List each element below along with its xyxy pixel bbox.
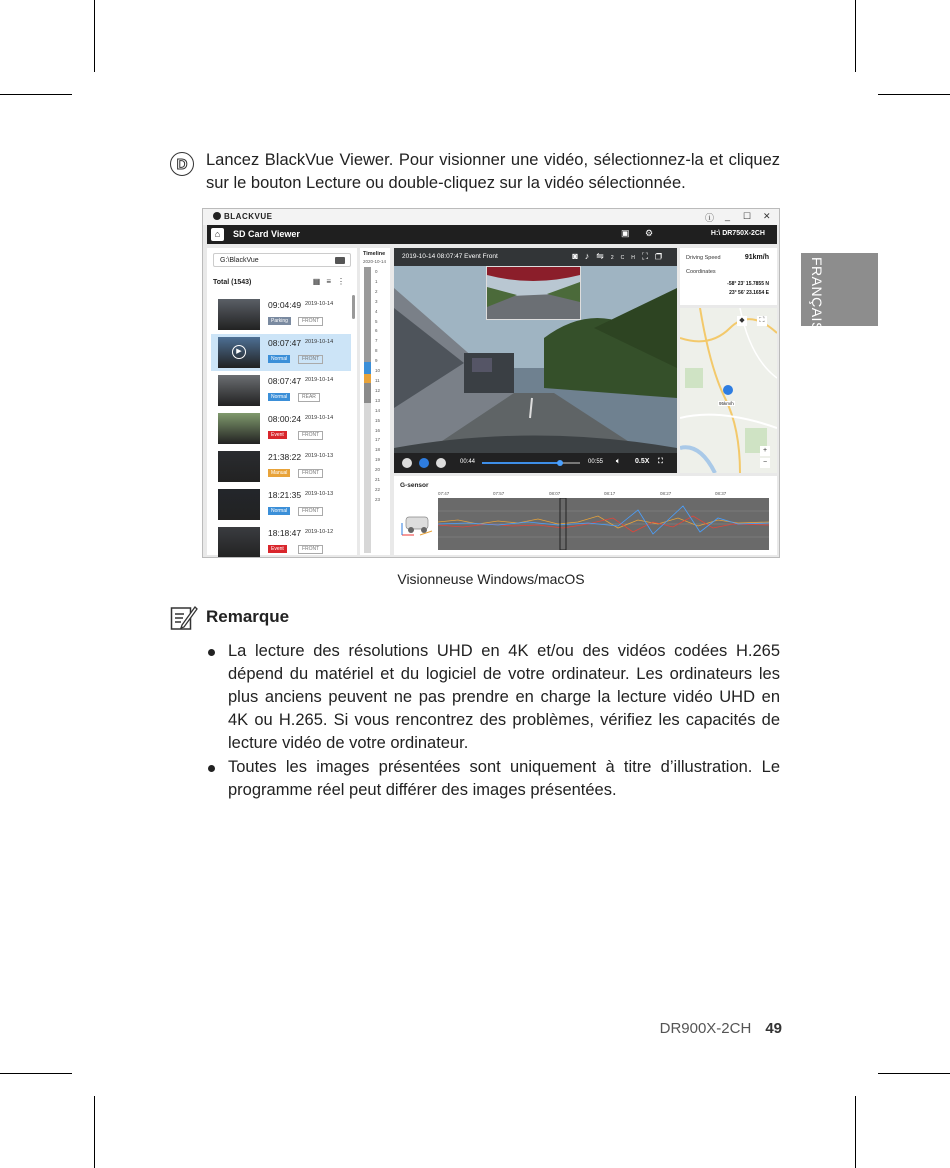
- camera-badge: FRONT: [298, 317, 323, 326]
- gsensor-tick: 08:07: [549, 491, 561, 496]
- camera-badge: FRONT: [298, 469, 323, 478]
- app-header: [207, 225, 777, 244]
- file-date: 2019-10-14: [305, 377, 334, 383]
- folder-path-input[interactable]: G:\BlackVue: [213, 253, 351, 267]
- timeline-hour: 16: [375, 427, 381, 433]
- timeline-hour: 12: [375, 387, 381, 393]
- file-date: 2019-10-14: [305, 415, 334, 421]
- video-thumbnail[interactable]: [218, 299, 260, 330]
- more-icon: ⋮: [337, 277, 351, 286]
- video-title: 2019-10-14 08:07:47 Event Front: [402, 253, 498, 260]
- file-time: 08:07:47: [268, 338, 302, 348]
- file-date: 2019-10-14: [305, 339, 334, 345]
- crop-mark: [0, 1073, 72, 1074]
- video-thumbnail[interactable]: [218, 413, 260, 444]
- timeline-hour: 18: [375, 447, 381, 453]
- fullscreen-icon[interactable]: ⛶: [658, 458, 663, 465]
- crop-mark: [855, 0, 856, 72]
- video-thumbnail[interactable]: [218, 375, 260, 406]
- recording-mode-badge: Normal: [268, 355, 290, 363]
- fullscreen-icon: ⛶: [641, 251, 656, 261]
- timeline-pane: [360, 248, 390, 555]
- file-list-pane: [207, 248, 357, 555]
- timeline-hour: 11: [375, 377, 380, 383]
- gsensor-tick: 07:47: [438, 491, 450, 496]
- seek-bar[interactable]: [482, 462, 580, 464]
- timeline-hour: 10: [375, 368, 381, 374]
- figure-caption: Visionneuse Windows/macOS: [397, 571, 585, 587]
- home-icon[interactable]: ⌂: [211, 228, 224, 241]
- file-date: 2019-10-13: [305, 491, 334, 497]
- note-bullet: Toutes les images présentées sont uniquement à titre d’illustration. Le programme réel peut différer des images présentées.: [206, 756, 780, 802]
- filter-icon: ≡: [326, 277, 337, 286]
- gsensor-title: G-sensor: [400, 482, 429, 489]
- list-scrollbar[interactable]: [352, 295, 355, 319]
- file-date: 2019-10-13: [305, 453, 334, 459]
- device-name[interactable]: H:\ DR750X-2CH: [710, 230, 765, 237]
- page-footer: [660, 1020, 782, 1037]
- crop-mark: [0, 94, 72, 95]
- popout-icon: ❐: [655, 251, 669, 261]
- timeline-hour: 14: [375, 407, 381, 413]
- viewer-screenshot: [202, 208, 780, 558]
- maximize-button[interactable]: ☐: [743, 211, 752, 221]
- camera-badge: FRONT: [298, 355, 323, 364]
- sd-card-icon[interactable]: ▣: [621, 228, 630, 238]
- coordinates-label: Coordinates: [686, 269, 716, 275]
- timeline-hour: 1: [375, 278, 378, 284]
- time-current: 00:44: [460, 459, 476, 465]
- zoom-out-button[interactable]: −: [760, 458, 770, 468]
- camera-badge: FRONT: [298, 507, 323, 516]
- note-icon: [170, 605, 198, 631]
- car-axis-icon: [400, 509, 436, 539]
- video-thumbnail[interactable]: [218, 489, 260, 520]
- file-time: 18:21:35: [268, 490, 302, 500]
- play-icon[interactable]: ▶: [232, 345, 246, 359]
- camera-badge: REAR: [298, 393, 320, 402]
- driving-speed-value: 91km/h: [744, 254, 769, 261]
- recording-mode-badge: Normal: [268, 393, 290, 401]
- bullet-dot-icon: [208, 649, 215, 656]
- gsensor-panel: [394, 476, 777, 555]
- flip-icon: ⇋: [596, 251, 611, 261]
- timeline-hour: 4: [375, 308, 378, 314]
- gsensor-tick: 08:27: [660, 491, 672, 496]
- file-row[interactable]: [211, 448, 351, 485]
- zoom-in-button[interactable]: +: [760, 446, 770, 456]
- step-letter-badge: D: [170, 152, 194, 176]
- file-row[interactable]: [211, 296, 351, 333]
- driving-speed-label: Driving Speed: [686, 255, 721, 261]
- file-time: 08:07:47: [268, 376, 302, 386]
- timeline-hour: 2: [375, 288, 378, 294]
- timeline-hours: [375, 267, 380, 505]
- page-number: 49: [765, 1020, 782, 1037]
- crop-mark: [878, 1073, 950, 1074]
- minimize-button[interactable]: _: [725, 211, 731, 221]
- timeline-hour: 7: [375, 338, 378, 344]
- model-name: DR900X-2CH: [659, 1020, 752, 1037]
- video-thumbnail[interactable]: [218, 527, 260, 558]
- file-time: 09:04:49: [268, 300, 302, 310]
- timeline-hour: 3: [375, 298, 378, 304]
- gear-icon[interactable]: ⚙: [645, 228, 654, 238]
- longitude-value: 23° 56' 23.1654 E: [729, 290, 769, 296]
- timeline-hour: 22: [375, 486, 381, 492]
- recording-mode-badge: Manual: [268, 469, 290, 477]
- recording-mode-badge: Event: [268, 545, 287, 553]
- crop-mark: [94, 1096, 95, 1168]
- timeline-hour: 19: [375, 457, 381, 463]
- playback-speed[interactable]: 0.5X: [635, 458, 650, 465]
- map-fullscreen-icon[interactable]: ⛶: [757, 316, 767, 326]
- file-total: Total (1543): [213, 279, 252, 286]
- latitude-value: -58° 23' 15.7855 N: [727, 281, 769, 287]
- list-tools[interactable]: [313, 277, 351, 286]
- gsensor-tick: 08:17: [604, 491, 616, 496]
- step-instruction: Lancez BlackVue Viewer. Pour visionner une vidéo, sélectionnez-la et cliquez sur le bouton Lecture ou double-cliquez sur la vidéo sélectionnée.: [206, 151, 780, 192]
- gsensor-tick: 08:37: [715, 491, 727, 496]
- playback-controls: [394, 453, 677, 473]
- file-time: 08:00:24: [268, 414, 302, 424]
- file-time: 18:18:47: [268, 528, 302, 538]
- gsensor-chart[interactable]: [438, 498, 769, 550]
- file-row[interactable]: [211, 372, 351, 409]
- volume-icon[interactable]: 🔈︎: [616, 458, 621, 465]
- timeline-hour: 20: [375, 467, 381, 473]
- info-icon[interactable]: ⓘ: [705, 213, 715, 223]
- timeline-date: 2020-10-14: [363, 259, 387, 264]
- file-row[interactable]: [211, 410, 351, 447]
- language-tab: FRANÇAIS: [801, 253, 878, 326]
- file-row[interactable]: [211, 524, 351, 558]
- window-titlebar: [203, 209, 779, 225]
- file-row[interactable]: [211, 486, 351, 523]
- folder-icon[interactable]: [335, 257, 345, 264]
- timeline-hour: 5: [375, 318, 378, 324]
- timeline-hour: 8: [375, 348, 378, 354]
- camera-badge: FRONT: [298, 431, 323, 440]
- app-title: SD Card Viewer: [233, 229, 300, 239]
- map-panel[interactable]: [680, 308, 777, 473]
- video-tools[interactable]: [572, 251, 669, 262]
- timeline-hour: 0: [375, 269, 378, 274]
- recording-mode-badge: Normal: [268, 507, 290, 515]
- recording-mode-badge: Parking: [268, 317, 291, 325]
- seek-handle[interactable]: [557, 460, 563, 466]
- video-header: [394, 248, 677, 266]
- recording-mode-badge: Event: [268, 431, 287, 439]
- timeline-hour: 15: [375, 417, 381, 423]
- file-time: 21:38:22: [268, 452, 302, 462]
- calendar-icon: ▦: [312, 277, 327, 286]
- file-date: 2019-10-14: [305, 301, 334, 307]
- channel-toggle: 2CH: [610, 255, 642, 261]
- timeline-hour: 23: [375, 496, 381, 502]
- note-list: [206, 640, 780, 803]
- video-thumbnail[interactable]: [218, 451, 260, 482]
- time-total: 00:55: [588, 459, 604, 465]
- timeline-title: Timeline: [363, 251, 386, 257]
- timeline-bar[interactable]: [364, 267, 371, 553]
- driving-info-panel: [680, 248, 777, 305]
- close-button[interactable]: ✕: [763, 211, 771, 221]
- gsensor-tick: 07:57: [493, 491, 505, 496]
- blackvue-logo: BLACKVUE: [213, 212, 272, 221]
- crop-mark: [855, 1096, 856, 1168]
- camera-icon: ◙: [572, 251, 585, 261]
- timeline-hour: 21: [375, 477, 381, 483]
- map-marker-speed: 95km/h: [719, 401, 734, 406]
- mute-icon: ♪: [584, 251, 597, 261]
- layers-icon[interactable]: ◆: [737, 316, 747, 326]
- crop-mark: [878, 94, 950, 95]
- rear-camera-pip[interactable]: [486, 266, 581, 320]
- timeline-hour: 17: [375, 437, 381, 443]
- next-icon[interactable]: [436, 458, 446, 468]
- note-bullet: La lecture des résolutions UHD en 4K et/ou des vidéos codées H.265 dépend du matériel et du logiciel de votre ordinateur. Les ordinateurs les plus anciens peuvent ne pas prendre en charge la lecture vidéo UHD en 4K ou H.265. Si vous rencontrez des problèmes, vérifiez les capacités de lecture vidéo de votre ordinateur.: [206, 640, 780, 755]
- note-title: Remarque: [206, 607, 290, 626]
- crop-mark: [94, 0, 95, 72]
- video-player[interactable]: [394, 248, 677, 473]
- timeline-hour: 9: [375, 358, 378, 364]
- file-row[interactable]: [211, 334, 351, 371]
- bullet-dot-icon: [208, 765, 215, 772]
- timeline-hour: 13: [375, 397, 381, 403]
- camera-badge: FRONT: [298, 545, 323, 554]
- pause-button[interactable]: [419, 458, 429, 468]
- file-date: 2019-10-12: [305, 529, 334, 535]
- previous-icon[interactable]: [402, 458, 412, 468]
- timeline-hour: 6: [375, 328, 378, 334]
